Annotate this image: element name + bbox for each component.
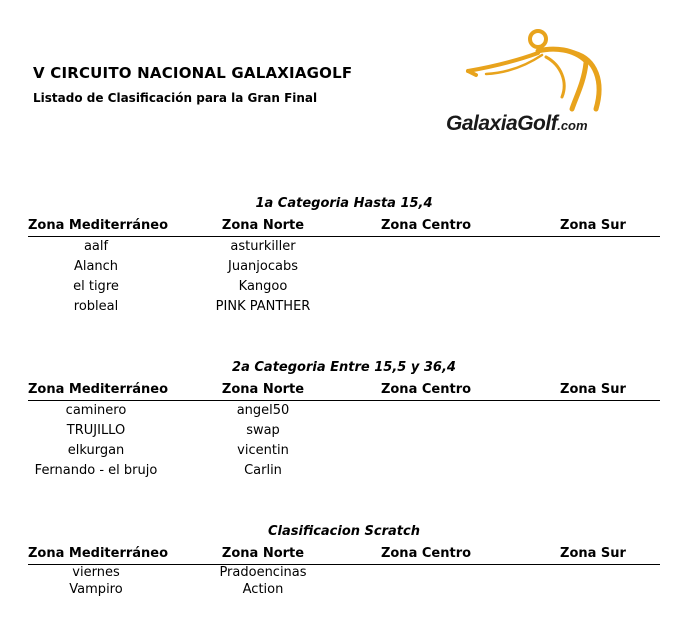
table-header <box>28 546 660 565</box>
column-header: Zona Mediterráneo <box>28 546 169 561</box>
table-cell: swap <box>246 423 280 438</box>
page-title: V CIRCUITO NACIONAL GALAXIAGOLF <box>33 64 353 82</box>
column-header: Zona Mediterráneo <box>28 218 169 233</box>
table-cell: robleal <box>73 299 119 314</box>
golfer-swing-icon <box>446 27 636 117</box>
table-row <box>28 443 660 463</box>
table-cell: Kangoo <box>238 279 288 294</box>
galaxiagolf-logo <box>446 27 636 139</box>
column-header: Zona Norte <box>221 218 305 233</box>
table-cell: Pradoencinas <box>219 565 307 580</box>
table-cell: PINK PANTHER <box>215 299 311 314</box>
table-header <box>28 218 660 237</box>
column-header: Zona Mediterráneo <box>28 382 169 397</box>
table-cell: aalf <box>83 239 109 254</box>
table-row <box>28 423 660 443</box>
table-cell: Vampiro <box>69 582 123 597</box>
table-row <box>28 565 660 582</box>
table-cell: Action <box>242 582 284 597</box>
column-header: Zona Norte <box>221 546 305 561</box>
table-row <box>28 582 660 599</box>
table-cell: Juanjocabs <box>228 259 298 274</box>
table-header <box>28 382 660 401</box>
table-body <box>28 403 660 483</box>
table-cell: asturkiller <box>230 239 296 254</box>
table-cell: TRUJILLO <box>66 423 126 438</box>
table-body <box>28 565 660 599</box>
table-cell: el tigre <box>73 279 119 294</box>
table-cell: viernes <box>72 565 120 580</box>
table-row <box>28 299 660 319</box>
column-header: Zona Sur <box>560 218 626 233</box>
section-title: 2a Categoria Entre 15,5 y 36,4 <box>232 360 456 375</box>
table-cell: Carlin <box>244 463 282 478</box>
column-header: Zona Centro <box>380 546 472 561</box>
table-row <box>28 259 660 279</box>
table-cell: Fernando - el brujo <box>34 463 158 478</box>
table-row <box>28 239 660 259</box>
section-title: 1a Categoria Hasta 15,4 <box>255 196 433 211</box>
table-cell: vicentin <box>237 443 289 458</box>
column-header: Zona Centro <box>380 382 472 397</box>
table-cell: caminero <box>65 403 127 418</box>
section-title: Clasificacion Scratch <box>268 524 420 539</box>
logo-text: GalaxiaGolf.com <box>446 112 588 135</box>
table-cell: Alanch <box>73 259 119 274</box>
table-row <box>28 403 660 423</box>
table-body <box>28 239 660 319</box>
table-row <box>28 279 660 299</box>
column-header: Zona Sur <box>560 382 626 397</box>
column-header: Zona Norte <box>221 382 305 397</box>
table-cell: angel50 <box>236 403 290 418</box>
column-header: Zona Sur <box>560 546 626 561</box>
table-row <box>28 463 660 483</box>
page-subtitle: Listado de Clasificación para la Gran Final <box>33 91 318 105</box>
column-header: Zona Centro <box>380 218 472 233</box>
table-cell: elkurgan <box>67 443 125 458</box>
